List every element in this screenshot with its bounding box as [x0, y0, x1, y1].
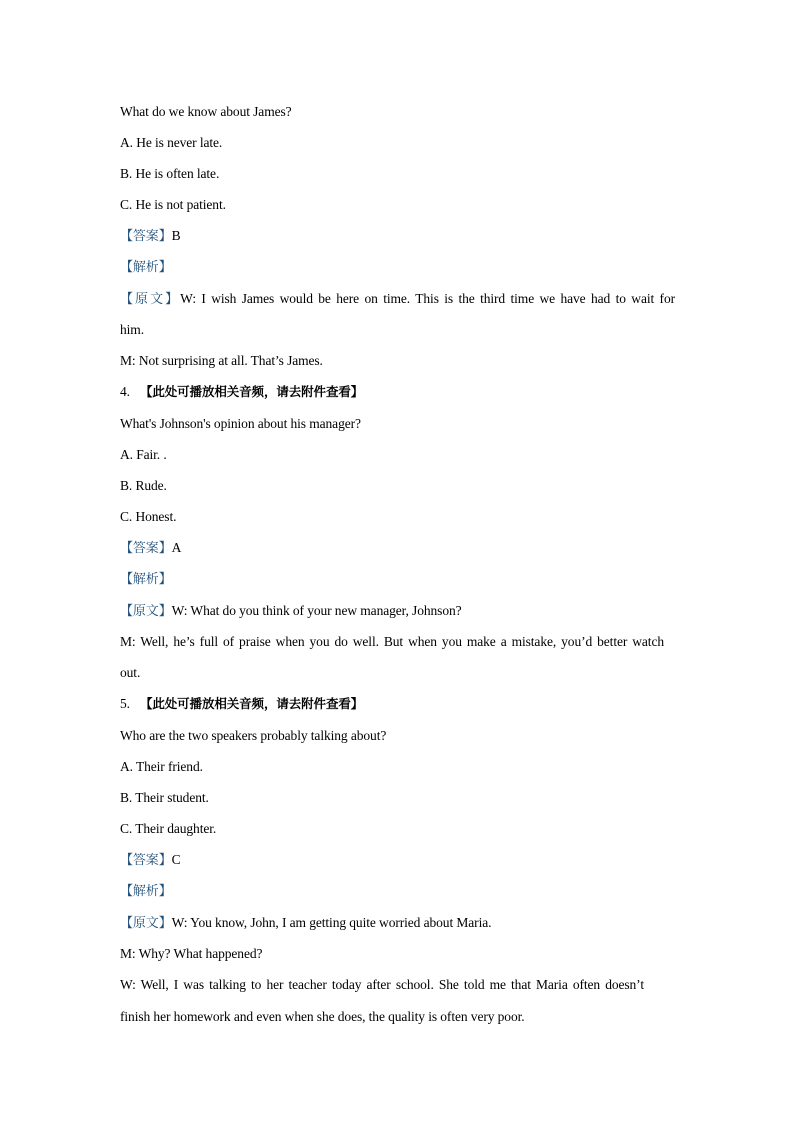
- answer-tag: 【答案】: [120, 853, 172, 868]
- question-number: 5.: [120, 696, 130, 711]
- q5-option-a: A. Their friend.: [120, 759, 203, 774]
- source-tag: 【原文】: [120, 604, 172, 619]
- q5-source-line4: finish her homework and even when she does, the quality is often very poor.: [120, 1009, 525, 1024]
- q4-answer: [120, 539, 181, 558]
- source-tag: 【原文】: [120, 916, 172, 931]
- question-number: 4.: [120, 384, 130, 399]
- q3-analysis: [120, 258, 172, 277]
- q5-analysis: [120, 882, 172, 901]
- q3-source-line1: [120, 290, 675, 309]
- q3-source-line3: M: Not surprising at all. That’s James.: [120, 353, 323, 368]
- q4-option-c: C. Honest.: [120, 509, 177, 524]
- q3-source-line2: him.: [120, 322, 144, 337]
- q5-option-b: B. Their student.: [120, 790, 209, 805]
- analysis-tag: 【解析】: [120, 260, 172, 275]
- answer-tag: 【答案】: [120, 229, 172, 244]
- q4-option-a: A. Fair. .: [120, 447, 167, 462]
- answer-tag: 【答案】: [120, 541, 172, 556]
- q4-question: What's Johnson's opinion about his manager?: [120, 416, 361, 431]
- q5-source-line3: W: Well, I was talking to her teacher today after school. She told me that Maria often doesn’t: [120, 977, 644, 992]
- source-text: W: I wish James would be here on time. This is the third time we have had to wait for: [180, 291, 675, 306]
- q4-source-line2: M: Well, he’s full of praise when you do well. But when you make a mistake, you’d better watch: [120, 634, 664, 649]
- analysis-tag: 【解析】: [120, 884, 172, 899]
- source-text: W: You know, John, I am getting quite worried about Maria.: [171, 915, 492, 930]
- q3-option-b: B. He is often late.: [120, 166, 220, 181]
- q5-source-line2: M: Why? What happened?: [120, 946, 263, 961]
- q4-source-line1: [120, 602, 462, 621]
- q4-source-line3: out.: [120, 665, 141, 680]
- analysis-tag: 【解析】: [120, 572, 172, 587]
- source-tag: 【原文】: [120, 292, 181, 307]
- q3-question: What do we know about James?: [120, 104, 292, 119]
- q5-header: [120, 695, 363, 713]
- audio-note: 【此处可播放相关音频，请去附件查看】: [139, 384, 364, 399]
- q3-option-c: C. He is not patient.: [120, 197, 226, 212]
- q4-header: [120, 383, 363, 401]
- q4-analysis: [120, 570, 172, 589]
- audio-note: 【此处可播放相关音频，请去附件查看】: [139, 696, 364, 711]
- q5-option-c: C. Their daughter.: [120, 821, 217, 836]
- answer-value: C: [171, 852, 181, 867]
- q5-source-line1: [120, 914, 491, 933]
- answer-value: B: [171, 228, 181, 243]
- q5-answer: [120, 851, 181, 870]
- answer-value: A: [171, 540, 182, 555]
- q3-option-a: A. He is never late.: [120, 135, 223, 150]
- q4-option-b: B. Rude.: [120, 478, 167, 493]
- source-text: W: What do you think of your new manager, Johnson?: [171, 603, 462, 618]
- q3-answer: [120, 227, 181, 246]
- q5-question: Who are the two speakers probably talking about?: [120, 728, 387, 743]
